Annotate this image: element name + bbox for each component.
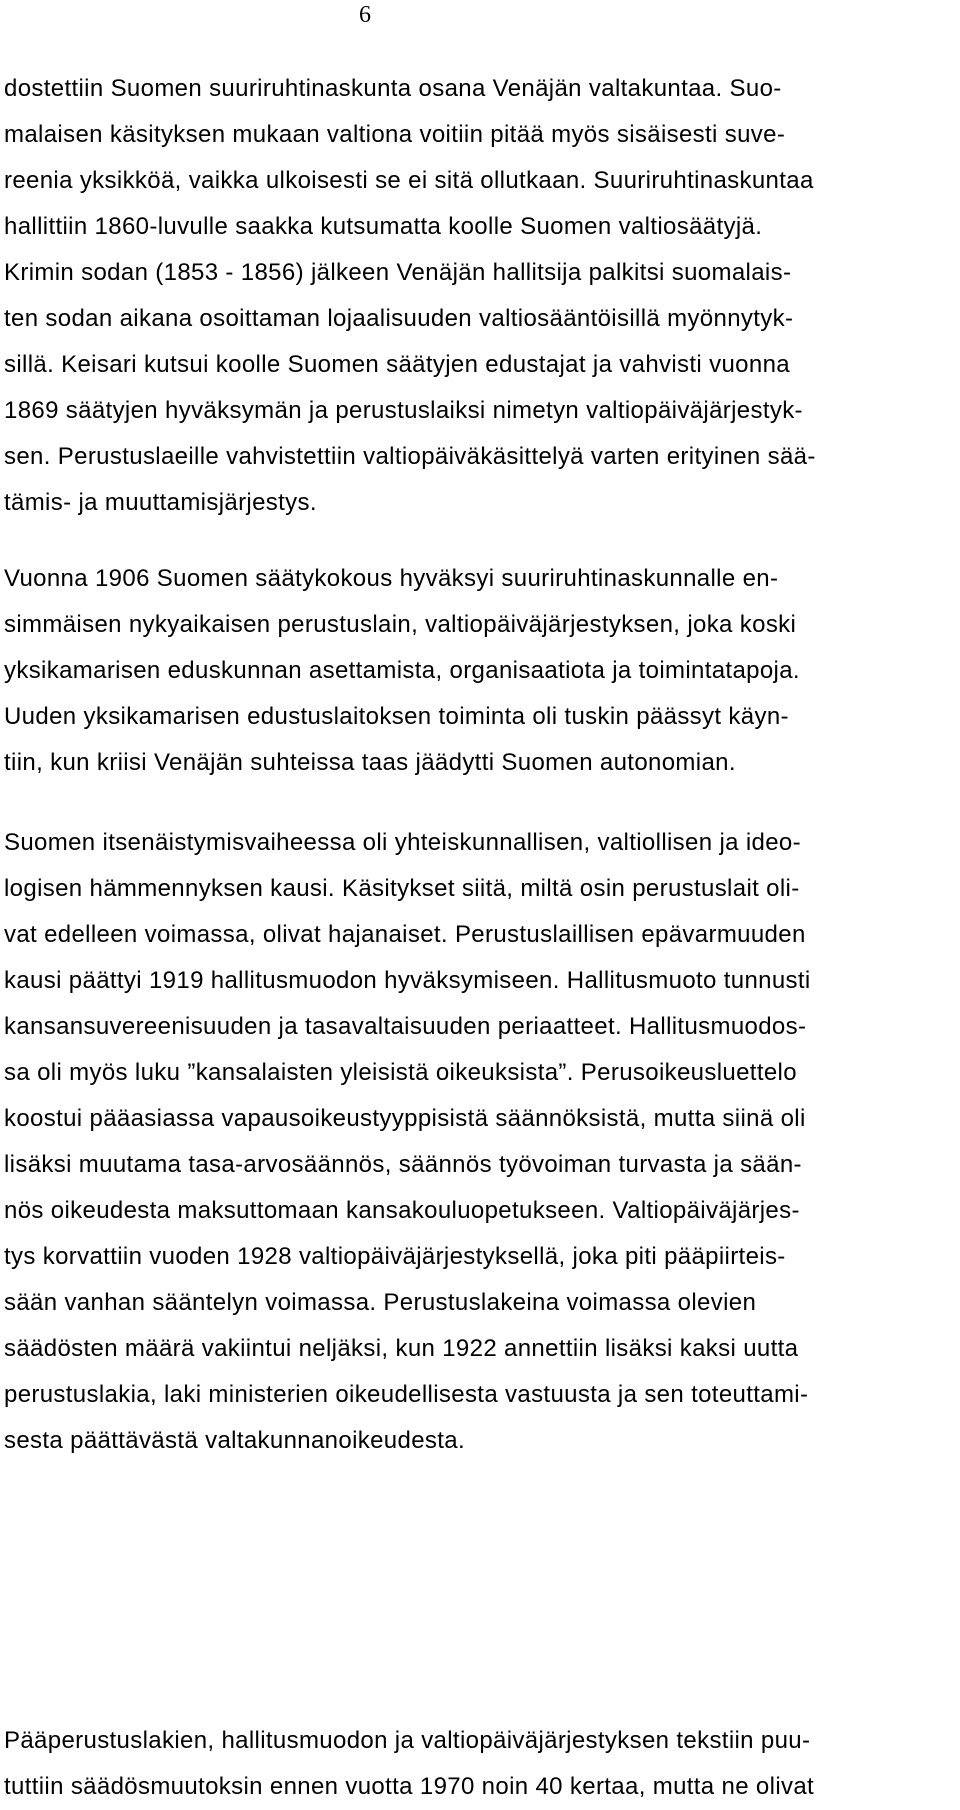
text-line: tys korvattiin vuoden 1928 valtiopäiväjärjestyksellä, joka piti pääpiirteis-: [4, 1243, 786, 1270]
text-line: tämis- ja muuttamisjärjestys.: [4, 489, 317, 516]
text-line: Uuden yksikamarisen edustuslaitoksen toiminta oli tuskin päässyt käyn-: [4, 703, 789, 730]
text-line: Vuonna 1906 Suomen säätykokous hyväksyi suuriruhtinaskunnalle en-: [4, 565, 779, 592]
text-line: hallittiin 1860-luvulle saakka kutsumatta koolle Suomen valtiosäätyjä.: [4, 213, 763, 240]
text-line: Suomen itsenäistymisvaiheessa oli yhteiskunnallisen, valtiollisen ja ideo-: [4, 829, 801, 856]
text-line: lisäksi muutama tasa-arvosäännös, säännös työvoiman turvasta ja sään-: [4, 1151, 802, 1178]
text-line: tiin, kun kriisi Venäjän suhteissa taas jäädytti Suomen autonomian.: [4, 749, 736, 776]
paragraph-3: [4, 820, 960, 1464]
text-line: ten sodan aikana osoittaman lojaalisuuden valtiosääntöisillä myönnytyk-: [4, 305, 794, 332]
text-line: malaisen käsityksen mukaan valtiona voitiin pitää myös sisäisesti suve-: [4, 121, 786, 148]
paragraph-4: [4, 1718, 960, 1810]
text-line: Pääperustuslakien, hallitusmuodon ja valtiopäiväjärjestyksen tekstiin puu-: [4, 1727, 811, 1754]
text-line: sään vanhan sääntelyn voimassa. Perustuslakeina voimassa olevien: [4, 1289, 757, 1316]
text-line: simmäisen nykyaikaisen perustuslain, valtiopäiväjärjestyksen, joka koski: [4, 611, 797, 638]
text-line: sillä. Keisari kutsui koolle Suomen säätyjen edustajat ja vahvisti vuonna: [4, 351, 790, 378]
text-line: vat edelleen voimassa, olivat hajanaiset. Perustuslaillisen epävarmuuden: [4, 921, 806, 948]
text-line: sen. Perustuslaeille vahvistettiin valtiopäiväkäsittelyä varten erityinen sää-: [4, 443, 816, 470]
text-line: kausi päättyi 1919 hallitusmuodon hyväksymiseen. Hallitusmuoto tunnusti: [4, 967, 811, 994]
text-line: kansansuvereenisuuden ja tasavaltaisuuden periaatteet. Hallitusmuodos-: [4, 1013, 807, 1040]
text-line: sa oli myös luku ”kansalaisten yleisistä oikeuksista”. Perusoikeusluettelo: [4, 1059, 797, 1086]
text-line: Krimin sodan (1853 - 1856) jälkeen Venäjän hallitsija palkitsi suomalais-: [4, 259, 792, 286]
text-line: koostui pääasiassa vapausoikeustyyppisistä säännöksistä, mutta siinä oli: [4, 1105, 806, 1132]
text-line: tuttiin säädösmuutoksin ennen vuotta 1970 noin 40 kertaa, mutta ne olivat: [4, 1773, 815, 1800]
text-line: sesta päättävästä valtakunnanoikeudesta.: [4, 1427, 465, 1454]
text-line: logisen hämmennyksen kausi. Käsitykset siitä, miltä osin perustuslait oli-: [4, 875, 800, 902]
page-number: 6: [359, 2, 371, 28]
text-line: yksikamarisen eduskunnan asettamista, organisaatiota ja toimintatapoja.: [4, 657, 800, 684]
text-line: reenia yksikköä, vaikka ulkoisesti se ei sitä ollutkaan. Suuriruhtinaskuntaa: [4, 167, 814, 194]
text-line: nös oikeudesta maksuttomaan kansakouluopetukseen. Valtiopäiväjärjes-: [4, 1197, 800, 1224]
paragraph-1: [4, 66, 960, 526]
text-line: perustuslakia, laki ministerien oikeudellisesta vastuusta ja sen toteuttami-: [4, 1381, 809, 1408]
text-line: säädösten määrä vakiintui neljäksi, kun 1922 annettiin lisäksi kaksi uutta: [4, 1335, 799, 1362]
text-line: dostettiin Suomen suuriruhtinaskunta osana Venäjän valtakuntaa. Suo-: [4, 75, 782, 102]
paragraph-2: [4, 556, 960, 786]
text-line: 1869 säätyjen hyväksymän ja perustuslaiksi nimetyn valtiopäiväjärjestyk-: [4, 397, 803, 424]
